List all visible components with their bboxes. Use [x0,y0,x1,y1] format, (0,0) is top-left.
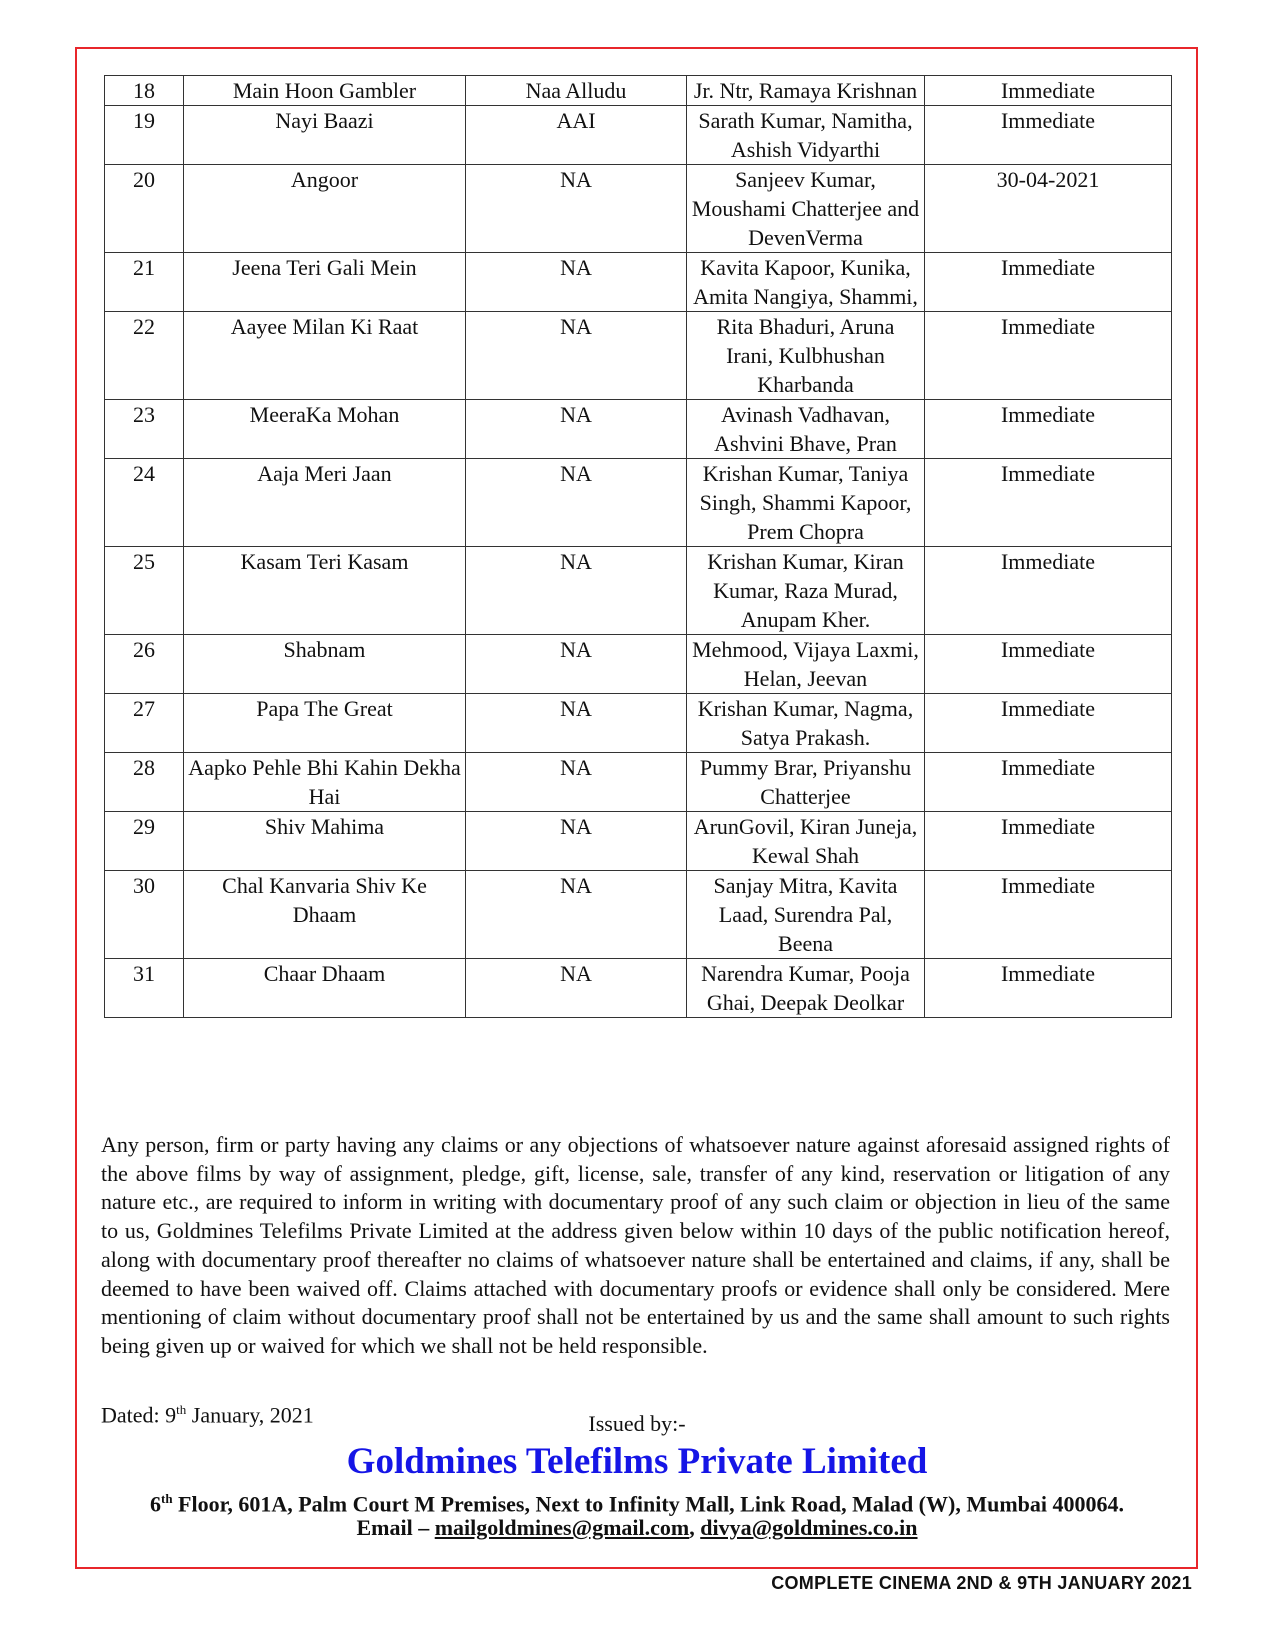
cast-cell: Krishan Kumar, Nagma, Satya Prakash. [687,694,925,753]
cast-cell: Rita Bhaduri, Aruna Irani, Kulbhushan Kharbanda [687,312,925,400]
film-title-cell: Aaja Meri Jaan [184,459,466,547]
film-title-cell: Aapko Pehle Bhi Kahin Dekha Hai [184,753,466,812]
publication-footer: COMPLETE CINEMA 2ND & 9TH JANUARY 2021 [771,1573,1192,1593]
serial-number-cell: 25 [105,547,184,635]
effective-date-cell: Immediate [925,400,1172,459]
original-title-cell: NA [466,312,687,400]
original-title-cell: NA [466,959,687,1018]
effective-date-cell: Immediate [925,753,1172,812]
cast-cell: Mehmood, Vijaya Laxmi, Helan, Jeevan [687,635,925,694]
table-row [105,547,1172,635]
original-title-cell: AAI [466,106,687,165]
original-title-cell: NA [466,547,687,635]
effective-date-cell: Immediate [925,547,1172,635]
serial-number-cell: 31 [105,959,184,1018]
serial-number-cell: 18 [105,76,184,106]
cast-cell: Avinash Vadhavan, Ashvini Bhave, Pran [687,400,925,459]
effective-date-cell: Immediate [925,812,1172,871]
cast-cell: Pummy Brar, Priyanshu Chatterjee [687,753,925,812]
table-row [105,694,1172,753]
cast-cell: Sanjay Mitra, Kavita Laad, Surendra Pal, Beena [687,871,925,959]
email-line [0,1513,1274,1543]
film-title-cell: Shabnam [184,635,466,694]
films-table-body [105,76,1172,1018]
table-row [105,635,1172,694]
effective-date-cell: Immediate [925,871,1172,959]
cast-cell: Krishan Kumar, Taniya Singh, Shammi Kapoor, Prem Chopra [687,459,925,547]
serial-number-cell: 24 [105,459,184,547]
original-title-cell: NA [466,635,687,694]
original-title-cell: NA [466,400,687,459]
serial-number-cell: 26 [105,635,184,694]
serial-number-cell: 21 [105,253,184,312]
film-title-cell: Shiv Mahima [184,812,466,871]
serial-number-cell: 19 [105,106,184,165]
effective-date-cell: Immediate [925,459,1172,547]
table-row [105,400,1172,459]
original-title-cell: NA [466,165,687,253]
cast-cell: ArunGovil, Kiran Juneja, Kewal Shah [687,812,925,871]
original-title-cell: NA [466,253,687,312]
film-title-cell: Angoor [184,165,466,253]
cast-cell: Jr. Ntr, Ramaya Krishnan [687,76,925,106]
table-row [105,253,1172,312]
email-separator: , [689,1515,701,1540]
serial-number-cell: 20 [105,165,184,253]
email-link-secondary[interactable]: divya@goldmines.co.in [700,1515,918,1540]
effective-date-cell: Immediate [925,253,1172,312]
dated-prefix: Dated: 9 [101,1402,177,1428]
serial-number-cell: 22 [105,312,184,400]
cast-cell: Sanjeev Kumar, Moushami Chatterjee and DevenVerma [687,165,925,253]
effective-date-cell: Immediate [925,312,1172,400]
address-suffix: Floor, 601A, Palm Court M Premises, Next to Infinity Mall, Link Road, Malad (W), Mumbai 400064. [172,1491,1125,1517]
film-title-cell: Aayee Milan Ki Raat [184,312,466,400]
original-title-cell: Naa Alludu [466,76,687,106]
serial-number-cell: 23 [105,400,184,459]
film-title-cell: Jeena Teri Gali Mein [184,253,466,312]
email-link-primary[interactable]: mailgoldmines@gmail.com [434,1515,690,1540]
company-name: Goldmines Telefilms Private Limited [346,1441,928,1482]
address-prefix: 6 [149,1491,161,1517]
effective-date-cell: Immediate [925,694,1172,753]
effective-date-cell: Immediate [925,635,1172,694]
dated-superscript: th [176,1402,187,1417]
film-title-cell: Chaar Dhaam [184,959,466,1018]
serial-number-cell: 30 [105,871,184,959]
original-title-cell: NA [466,871,687,959]
original-title-cell: NA [466,812,687,871]
film-title-cell: Kasam Teri Kasam [184,547,466,635]
notice-paragraph: Any person, firm or party having any claims or any objections of whatsoever nature against aforesaid assigned rights of the above films by way of assignment, pledge, gift, license, sale, transfer of any kind, reservation or litigation of any nature etc., are required to inform in writing with documentary proof of any such claim or objection in lieu of the same to us, Goldmines Telefilms Private Limited at the address given below within 10 days of the public notification hereof, along with documentary proof thereafter no claims of whatsoever nature shall be entertained and claims, if any, shall be deemed to have been waived off. Claims attached with documentary proofs or evidence shall only be considered. Mere mentioning of claim without documentary proof shall not be entertained by us and the same shall amount to such rights being given up or waived for which we shall not be held responsible. [101,1132,1170,1358]
cast-cell: Krishan Kumar, Kiran Kumar, Raza Murad, Anupam Kher. [687,547,925,635]
cast-cell: Kavita Kapoor, Kunika, Amita Nangiya, Shammi, [687,253,925,312]
email-label: Email – [356,1515,435,1540]
serial-number-cell: 29 [105,812,184,871]
film-title-cell: Nayi Baazi [184,106,466,165]
cast-cell: Sarath Kumar, Namitha, Ashish Vidyarthi [687,106,925,165]
film-title-cell: Chal Kanvaria Shiv Ke Dhaam [184,871,466,959]
table-row [105,959,1172,1018]
film-title-cell: Main Hoon Gambler [184,76,466,106]
table-row [105,106,1172,165]
table-row [105,753,1172,812]
serial-number-cell: 27 [105,694,184,753]
film-title-cell: MeeraKa Mohan [184,400,466,459]
table-row [105,459,1172,547]
table-row [105,312,1172,400]
cast-cell: Narendra Kumar, Pooja Ghai, Deepak Deolkar [687,959,925,1018]
issued-by: Issued by:- [588,1411,686,1436]
table-row [105,76,1172,106]
serial-number-cell: 28 [105,753,184,812]
effective-date-cell: 30-04-2021 [925,165,1172,253]
effective-date-cell: Immediate [925,106,1172,165]
effective-date-cell: Immediate [925,76,1172,106]
effective-date-cell: Immediate [925,959,1172,1018]
address-superscript: th [160,1491,173,1506]
original-title-cell: NA [466,459,687,547]
table-row [105,812,1172,871]
dated-suffix: January, 2021 [186,1402,314,1428]
table-row [105,871,1172,959]
original-title-cell: NA [466,694,687,753]
table-row [105,165,1172,253]
films-table [104,75,1172,1018]
film-title-cell: Papa The Great [184,694,466,753]
original-title-cell: NA [466,753,687,812]
